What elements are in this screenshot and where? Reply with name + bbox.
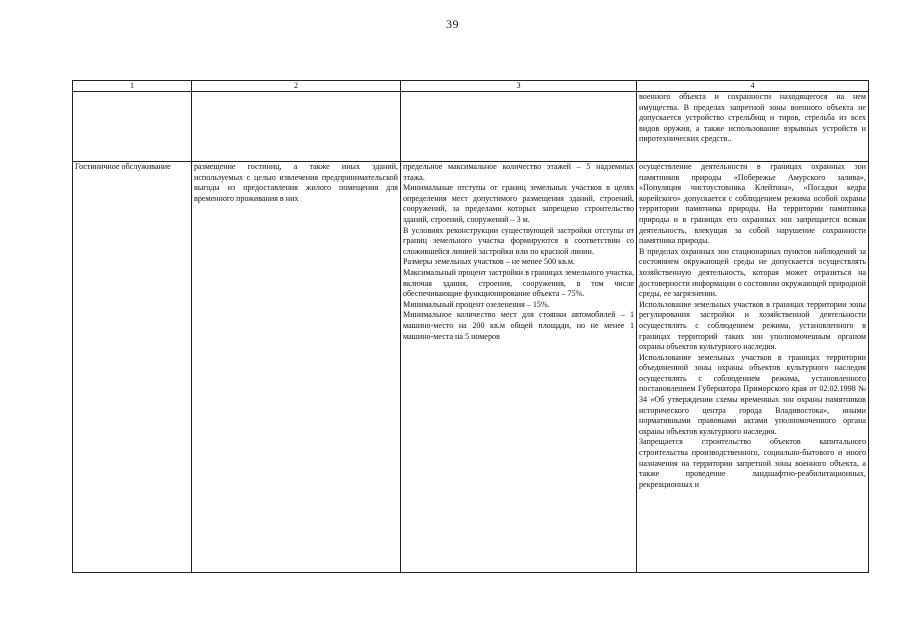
restrictions-paragraph: осуществление деятельности в границах охранных зон памятников природы «Побережье Амурского залива», «Популяция чистоустовника Клейтона», «Посадки кедра корейского» допускается с соблюдением режима особой охраны территории памятника природы. На территории памятника природы и в границах его охранных зон запрещается всякая деятельность, влекущая за собой нарушение сохранности памятника природы. <box>639 162 866 246</box>
column-number-3: 3 <box>401 81 637 92</box>
parameter-paragraph: Максимальный процент застройки в границах земельного участка, включая здания, строения, сооружения, в том числе обеспечивающие функционирование объекта – 75%. <box>403 267 634 299</box>
column-number-1: 1 <box>73 81 192 92</box>
parameter-paragraph: предельное максимальное количество этажей – 5 надземных этажа. <box>403 162 634 182</box>
use-description-cell <box>192 162 401 573</box>
table-row-continuation <box>73 92 869 162</box>
column-number-4: 4 <box>637 81 869 92</box>
parameters-cell <box>401 162 637 573</box>
restrictions-paragraph: военного объекта и сохранности находящегося на нем имущества. В пределах запретной зоны военного объекта не допускается устройство стрельбищ и тиров, стрельба из всех видов оружия, а также использование взрывных устройств и пиротехнических средств.. <box>639 92 866 144</box>
parameter-paragraph: Минимальное количество мест для стоянки автомобилей – 1 машино-место на 200 кв.м общей площади, но не менее 1 машино-места на 5 номеров <box>403 310 634 341</box>
restrictions-cell-continued <box>637 92 869 162</box>
restrictions-paragraph: Использование земельных участков в границах территории объединенной зоны охраны объектов культурного наследия осуществлять с соблюдением режима, установленного постановлением Губернатора Приморского края от 02.02.1998 № 34 «Об утверждении схемы временных зон охраны памятников исторического центра города Владивостока», иными нормативными правовыми актами уполномоченного органа охраны объектов культурного наследия. <box>639 352 866 436</box>
parameter-paragraph: Минимальные отступы от границ земельных участков в целях определения мест допустимого размещения зданий, строений, сооружений, за пределами которых запрещено строительство зданий, строений, сооружений – 3 м. <box>403 183 634 224</box>
land-use-type-cell <box>73 162 192 573</box>
use-description: размещение гостиниц, а также иных зданий, используемых с целью извлечения предпринимательской выгоды из предоставления жилого помещения для временного проживания в них <box>194 162 398 203</box>
restrictions-paragraph: Запрещается строительство объектов капитального строительства производственного, социально-бытового и иного назначения на территории запретной зоны военного объекта, а также проведение ландшафтно-реабилитационных, рекреационных и <box>639 437 866 489</box>
column-number-2: 2 <box>192 81 401 92</box>
parameter-paragraph: В условиях реконструкции существующей застройки отступы от границ земельного участка формируются в соответствии со сложившейся линией застройки или по красной линии. <box>403 225 634 256</box>
parameter-paragraph: Размеры земельных участков – не менее 500 кв.м. <box>403 257 576 267</box>
table-header-row <box>73 81 869 92</box>
restrictions-paragraph: В пределах охранных зон стационарных пунктов наблюдений за состоянием окружающей среды не допускается осуществлять хозяйственную деятельность, которая может отразиться на достоверности информации о состоянии окружающей природной среды, ее загрязнении. <box>639 246 866 299</box>
regulations-table <box>72 80 869 573</box>
land-use-type: Гостиничное обслуживание <box>75 162 171 171</box>
parameter-paragraph: Минимальный процент озеленения – 15%. <box>403 299 550 309</box>
restrictions-cell <box>637 162 869 573</box>
page-number: 39 <box>446 17 459 31</box>
empty-cell <box>401 92 637 162</box>
restrictions-paragraph: Использование земельных участков в границах территории зоны регулирования застройки и хозяйственной деятельности осуществлять с соблюдением режима, установленного в границах территорий таких зон уполномоченным органом охраны объектов культурного наследия. <box>639 299 866 352</box>
empty-cell <box>192 92 401 162</box>
empty-cell <box>73 92 192 162</box>
table-row-hotel-service <box>73 162 869 573</box>
